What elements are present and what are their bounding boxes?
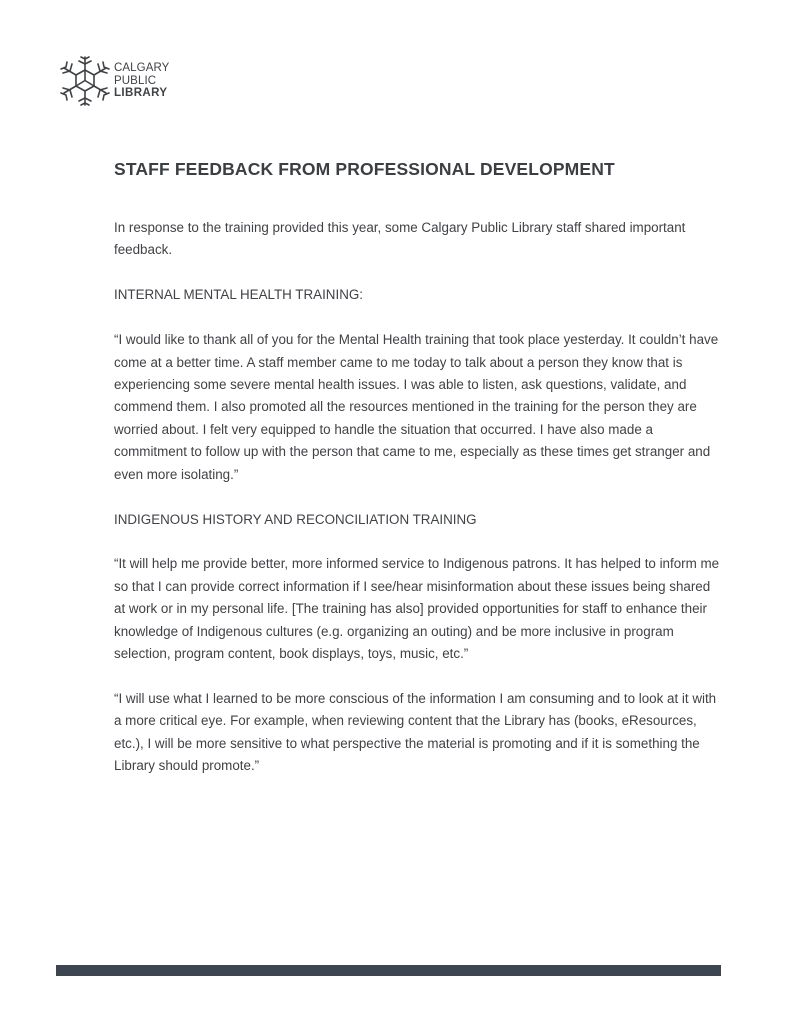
section-heading-mental-health: INTERNAL MENTAL HEALTH TRAINING: [114, 287, 363, 303]
snowflake-tree-icon [56, 53, 114, 109]
quote-paragraph: “I would like to thank all of you for the Mental Health training that took place yesterday. It couldn’t have come at a better time. A staff member came to me today to talk about a person they know that is experiencing some severe mental health issues. I was able to listen, ask questions, validate, and commend them. I also promoted all the resources mentioned in the training for the person they are worried about. I felt very equipped to handle the situation that occurred. I have also made a commitment to follow up with the person that came to me, especially as these times get stranger and even more isolating.” [114, 332, 719, 482]
section-heading-indigenous: INDIGENOUS HISTORY AND RECONCILIATION TRAINING [114, 511, 477, 527]
calgary-public-library-logo [56, 53, 176, 111]
logo-line-1: CALGARY [114, 62, 170, 74]
document-body [114, 217, 720, 800]
page-title: STAFF FEEDBACK FROM PROFESSIONAL DEVELOPMENT [114, 159, 615, 179]
logo-wordmark [114, 62, 169, 100]
intro-paragraph: In response to the training provided this year, some Calgary Public Library staff shared important feedback. [114, 220, 686, 258]
logo-line-2: PUBLIC [114, 74, 157, 87]
quote-paragraph: “It will help me provide better, more informed service to Indigenous patrons. It has helped to inform me so that I can provide correct information if I see/hear misinformation about these issues being shared at work or in my personal life. [The training has also] provided opportunities for staff to enhance their knowledge of Indigenous cultures (e.g. organizing an outing) and be more inclusive in program selection, program content, book displays, toys, music, etc.” [114, 556, 720, 662]
logo-line-3: LIBRARY [114, 87, 168, 99]
footer-bar [56, 965, 721, 976]
quote-paragraph: “I will use what I learned to be more conscious of the information I am consuming and to look at it with a more critical eye. For example, when reviewing content that the Library has (books, eResources, etc.), I will be more sensitive to what perspective the material is promoting and if it is something the Library should promote.” [114, 691, 717, 774]
